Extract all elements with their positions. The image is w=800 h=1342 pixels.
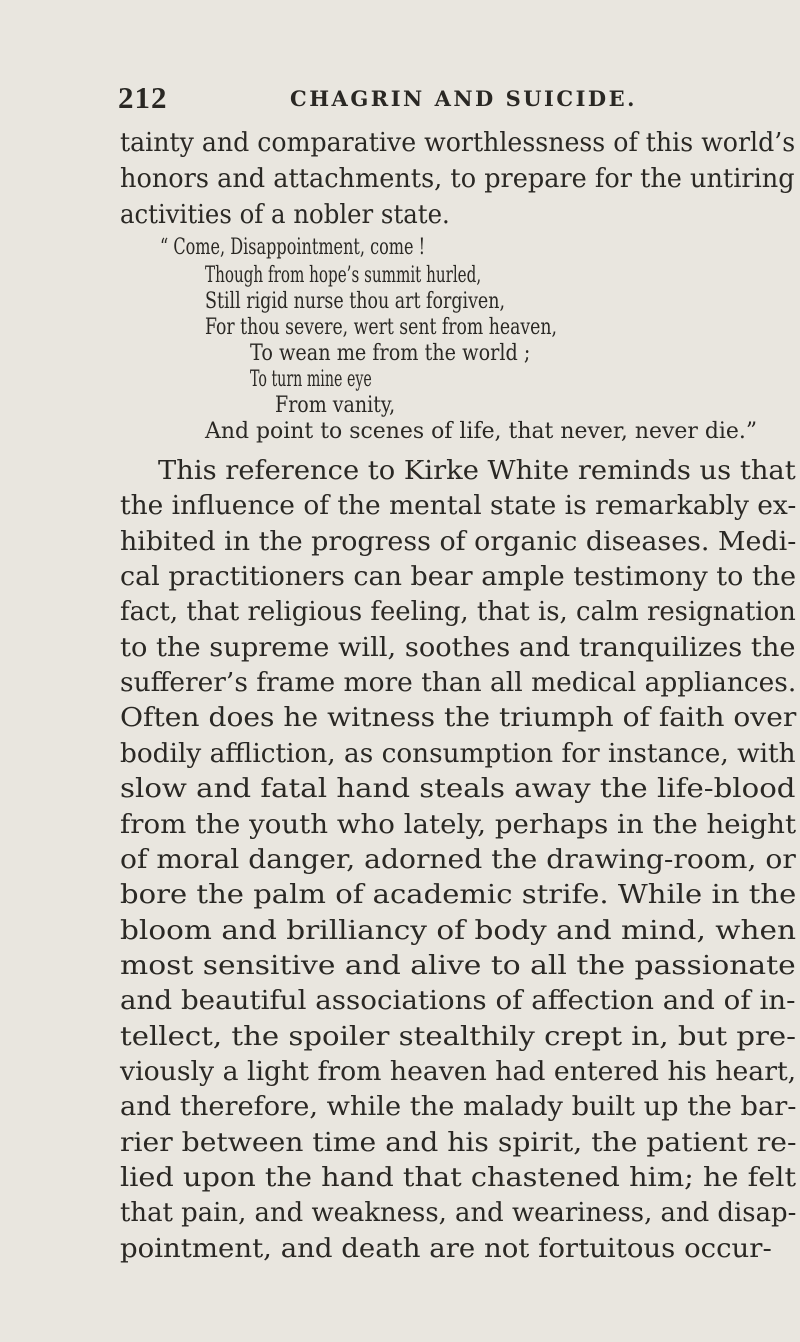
paragraph-line: honors and attachments, to prepare for the untiring [120,164,795,194]
page-number: 212 [118,80,168,115]
paragraph-line: Often does he witness the triumph of faith over [120,703,797,733]
paragraph-line: that pain, and weakness, and weariness, and disap- [120,1198,797,1228]
paragraph-line: This reference to Kirke White reminds us that [158,456,796,486]
verse-line: To wean me from the world ; [250,340,531,366]
paragraph-line: rier between time and his spirit, the patient re- [120,1128,797,1158]
paragraph-line: bodily affliction, as consumption for instance, with [120,739,796,769]
verse-line: For thou severe, wert sent from heaven, [205,314,557,340]
paragraph-line: slow and fatal hand steals away the life-blood [120,774,796,804]
paragraph-line: hibited in the progress of organic diseases. Medi- [120,527,797,557]
paragraph-line: lied upon the hand that chastened him; he felt [120,1163,797,1193]
verse-line: “ Come, Disappointment, come ! [160,234,426,260]
verse-line: From vanity, [275,392,396,418]
paragraph-line: and beautiful associations of affection and of in- [120,986,796,1016]
paragraph-line: of moral danger, adorned the drawing-room, or [120,845,796,875]
paragraph-line: sufferer’s frame more than all medical appliances. [120,668,797,698]
paragraph-line: activities of a nobler state. [120,200,450,230]
page-header [0,80,800,120]
paragraph-line: fact, that religious feeling, that is, calm resignation [120,597,796,627]
paragraph-line: tainty and comparative worthlessness of this world’s [120,128,796,158]
verse-line: Though from hope’s summit hurled, [205,262,482,288]
paragraph-line: viously a light from heaven had entered his heart, [120,1057,797,1087]
paragraph-line: from the youth who lately, perhaps in the height [120,810,797,840]
paragraph-line: most sensitive and alive to all the passionate [120,951,796,981]
paragraph-line: and therefore, while the malady built up the bar- [120,1092,797,1122]
paragraph-line: pointment, and death are not fortuitous occur- [120,1234,772,1264]
paragraph-line: bore the palm of academic strife. While in the [120,880,797,910]
paragraph-line: to the supreme will, soothes and tranquilizes the [120,633,796,663]
running-head: CHAGRIN AND SUICIDE. [290,86,637,111]
paragraph-line: the influence of the mental state is remarkably ex- [120,491,797,521]
paragraph-line: tellect, the spoiler stealthily crept in, but pre- [120,1022,797,1052]
verse-line: And point to scenes of life, that never, never die.” [205,418,758,444]
verse-line: Still rigid nurse thou art forgiven, [205,288,506,314]
paragraph-line: bloom and brilliancy of body and mind, when [120,916,797,946]
verse-line: To turn mine eye [250,366,372,392]
paragraph-line: cal practitioners can bear ample testimony to the [120,562,797,592]
